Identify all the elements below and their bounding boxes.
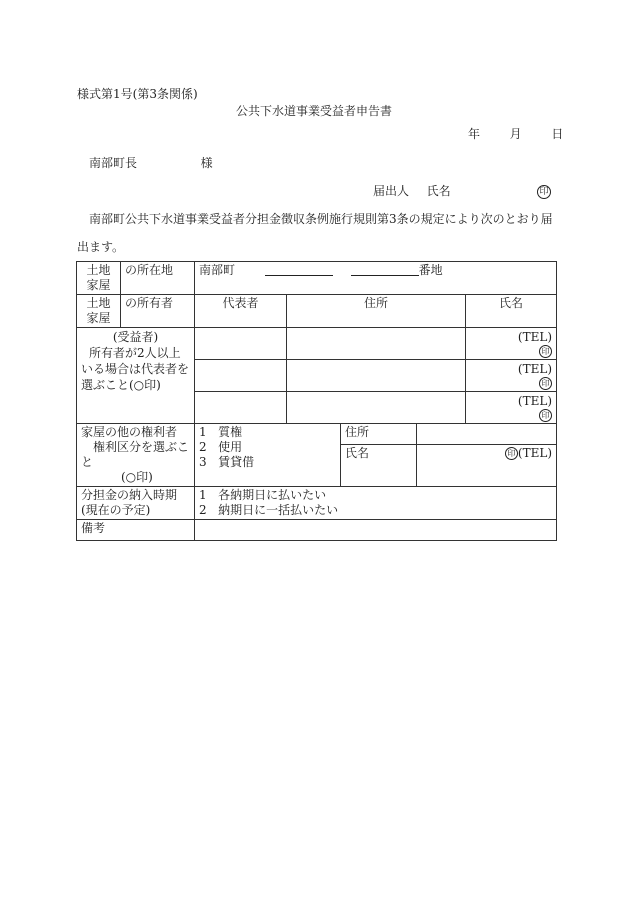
applicant-line bbox=[373, 184, 451, 198]
option-text: 使用 bbox=[218, 440, 243, 454]
address-cell[interactable] bbox=[287, 392, 466, 424]
payment-option[interactable] bbox=[199, 488, 552, 503]
beneficiary-row-1 bbox=[77, 328, 557, 360]
remarks-row bbox=[77, 520, 557, 541]
rights-name-cell[interactable] bbox=[417, 445, 557, 487]
remarks-label: 備考 bbox=[77, 520, 195, 541]
seal-icon: 印 bbox=[537, 185, 551, 199]
date-day: 日 bbox=[551, 127, 564, 141]
date-month: 月 bbox=[509, 127, 522, 141]
rights-holder-row-1 bbox=[77, 424, 557, 445]
option-text: 各納期日に払いたい bbox=[218, 488, 327, 502]
location-header bbox=[77, 262, 121, 295]
location-label: の所在地 bbox=[121, 262, 195, 295]
payment-timing-row bbox=[77, 487, 557, 520]
owner-label: の所有者 bbox=[121, 295, 195, 328]
date-line bbox=[468, 127, 563, 141]
tel-label: (TEL) bbox=[517, 330, 553, 344]
payment-timing-options[interactable] bbox=[195, 487, 557, 520]
option-number: 1 bbox=[199, 488, 207, 502]
seal-icon: 印 bbox=[539, 345, 552, 358]
address-blank-1[interactable] bbox=[265, 263, 333, 276]
tel-label: (TEL) bbox=[517, 362, 553, 376]
rights-address-label: 住所 bbox=[341, 424, 417, 445]
owner-header bbox=[77, 295, 121, 328]
option-number: 1 bbox=[199, 425, 207, 439]
name-cell[interactable] bbox=[466, 328, 557, 360]
representative-cell[interactable] bbox=[195, 328, 287, 360]
location-cell[interactable] bbox=[195, 262, 557, 295]
seal-icon: 印 bbox=[539, 409, 552, 422]
name-header: 氏名 bbox=[466, 295, 557, 328]
representative-cell[interactable] bbox=[195, 392, 287, 424]
address-blank-2[interactable] bbox=[351, 263, 419, 276]
building-label: 家屋 bbox=[86, 311, 111, 325]
beneficiary-label-line: 選ぶこと(○印) bbox=[81, 378, 161, 392]
rights-option[interactable] bbox=[199, 440, 336, 455]
tel-label: (TEL) bbox=[517, 446, 553, 461]
address-cell[interactable] bbox=[287, 328, 466, 360]
option-number: 2 bbox=[199, 503, 207, 517]
option-number: 3 bbox=[199, 455, 207, 469]
rights-type-options[interactable] bbox=[195, 424, 341, 487]
rights-label-line: と bbox=[81, 455, 94, 469]
location-town: 南部町 bbox=[199, 263, 236, 277]
beneficiary-label-line: (受益者) bbox=[112, 330, 159, 344]
form-number: 様式第1号(第3条関係) bbox=[77, 87, 198, 101]
applicant-label: 届出人 bbox=[373, 184, 410, 198]
option-text: 納期日に一括払いたい bbox=[218, 503, 339, 517]
body-text-line-1: 南部町公共下水道事業受益者分担金徴収条例施行規則第3条の規定により次のとおり届 bbox=[89, 212, 553, 226]
owner-header-row bbox=[77, 295, 557, 328]
beneficiary-label bbox=[77, 328, 195, 424]
payment-timing-label bbox=[77, 487, 195, 520]
representative-header: 代表者 bbox=[195, 295, 287, 328]
addressee-name: 南部町長 bbox=[89, 156, 138, 170]
rights-option[interactable] bbox=[199, 455, 336, 470]
beneficiary-label-line: 所有者が2人以上 bbox=[89, 346, 181, 360]
land-label: 土地 bbox=[86, 263, 111, 277]
rights-option[interactable] bbox=[199, 425, 336, 440]
applicant-name-label: 氏名 bbox=[426, 184, 451, 198]
representative-cell[interactable] bbox=[195, 360, 287, 392]
seal-icon: 印 bbox=[505, 447, 518, 460]
name-cell[interactable] bbox=[466, 392, 557, 424]
tel-label: (TEL) bbox=[517, 394, 553, 408]
location-row bbox=[77, 262, 557, 295]
option-text: 賃貸借 bbox=[218, 455, 255, 469]
applicant-seal bbox=[537, 184, 551, 199]
addressee-honorific: 様 bbox=[200, 156, 213, 170]
lot-number-suffix: 番地 bbox=[418, 263, 443, 277]
building-label: 家屋 bbox=[86, 278, 111, 292]
addressee bbox=[89, 156, 213, 170]
beneficiary-label-line: いる場合は代表者を bbox=[81, 362, 190, 376]
option-number: 2 bbox=[199, 440, 207, 454]
body-text-line-2: 出ます。 bbox=[77, 240, 125, 254]
rights-holder-label bbox=[77, 424, 195, 487]
rights-label-line: (○印) bbox=[121, 470, 153, 484]
payment-label-line: (現在の予定) bbox=[81, 503, 151, 517]
seal-icon: 印 bbox=[539, 377, 552, 390]
land-label: 土地 bbox=[86, 296, 111, 310]
address-cell[interactable] bbox=[287, 360, 466, 392]
rights-address-cell[interactable] bbox=[417, 424, 557, 445]
rights-name-label: 氏名 bbox=[341, 445, 417, 487]
rights-label-line: 権利区分を選ぶこ bbox=[93, 440, 190, 454]
document-title: 公共下水道事業受益者申告書 bbox=[236, 104, 393, 118]
option-text: 質権 bbox=[218, 425, 243, 439]
payment-label-line: 分担金の納入時期 bbox=[81, 488, 178, 502]
name-cell[interactable] bbox=[466, 360, 557, 392]
rights-label-line: 家屋の他の権利者 bbox=[81, 425, 178, 439]
payment-option[interactable] bbox=[199, 503, 552, 518]
date-year: 年 bbox=[468, 127, 481, 141]
application-table bbox=[76, 261, 557, 541]
remarks-cell[interactable] bbox=[195, 520, 557, 541]
address-header: 住所 bbox=[287, 295, 466, 328]
